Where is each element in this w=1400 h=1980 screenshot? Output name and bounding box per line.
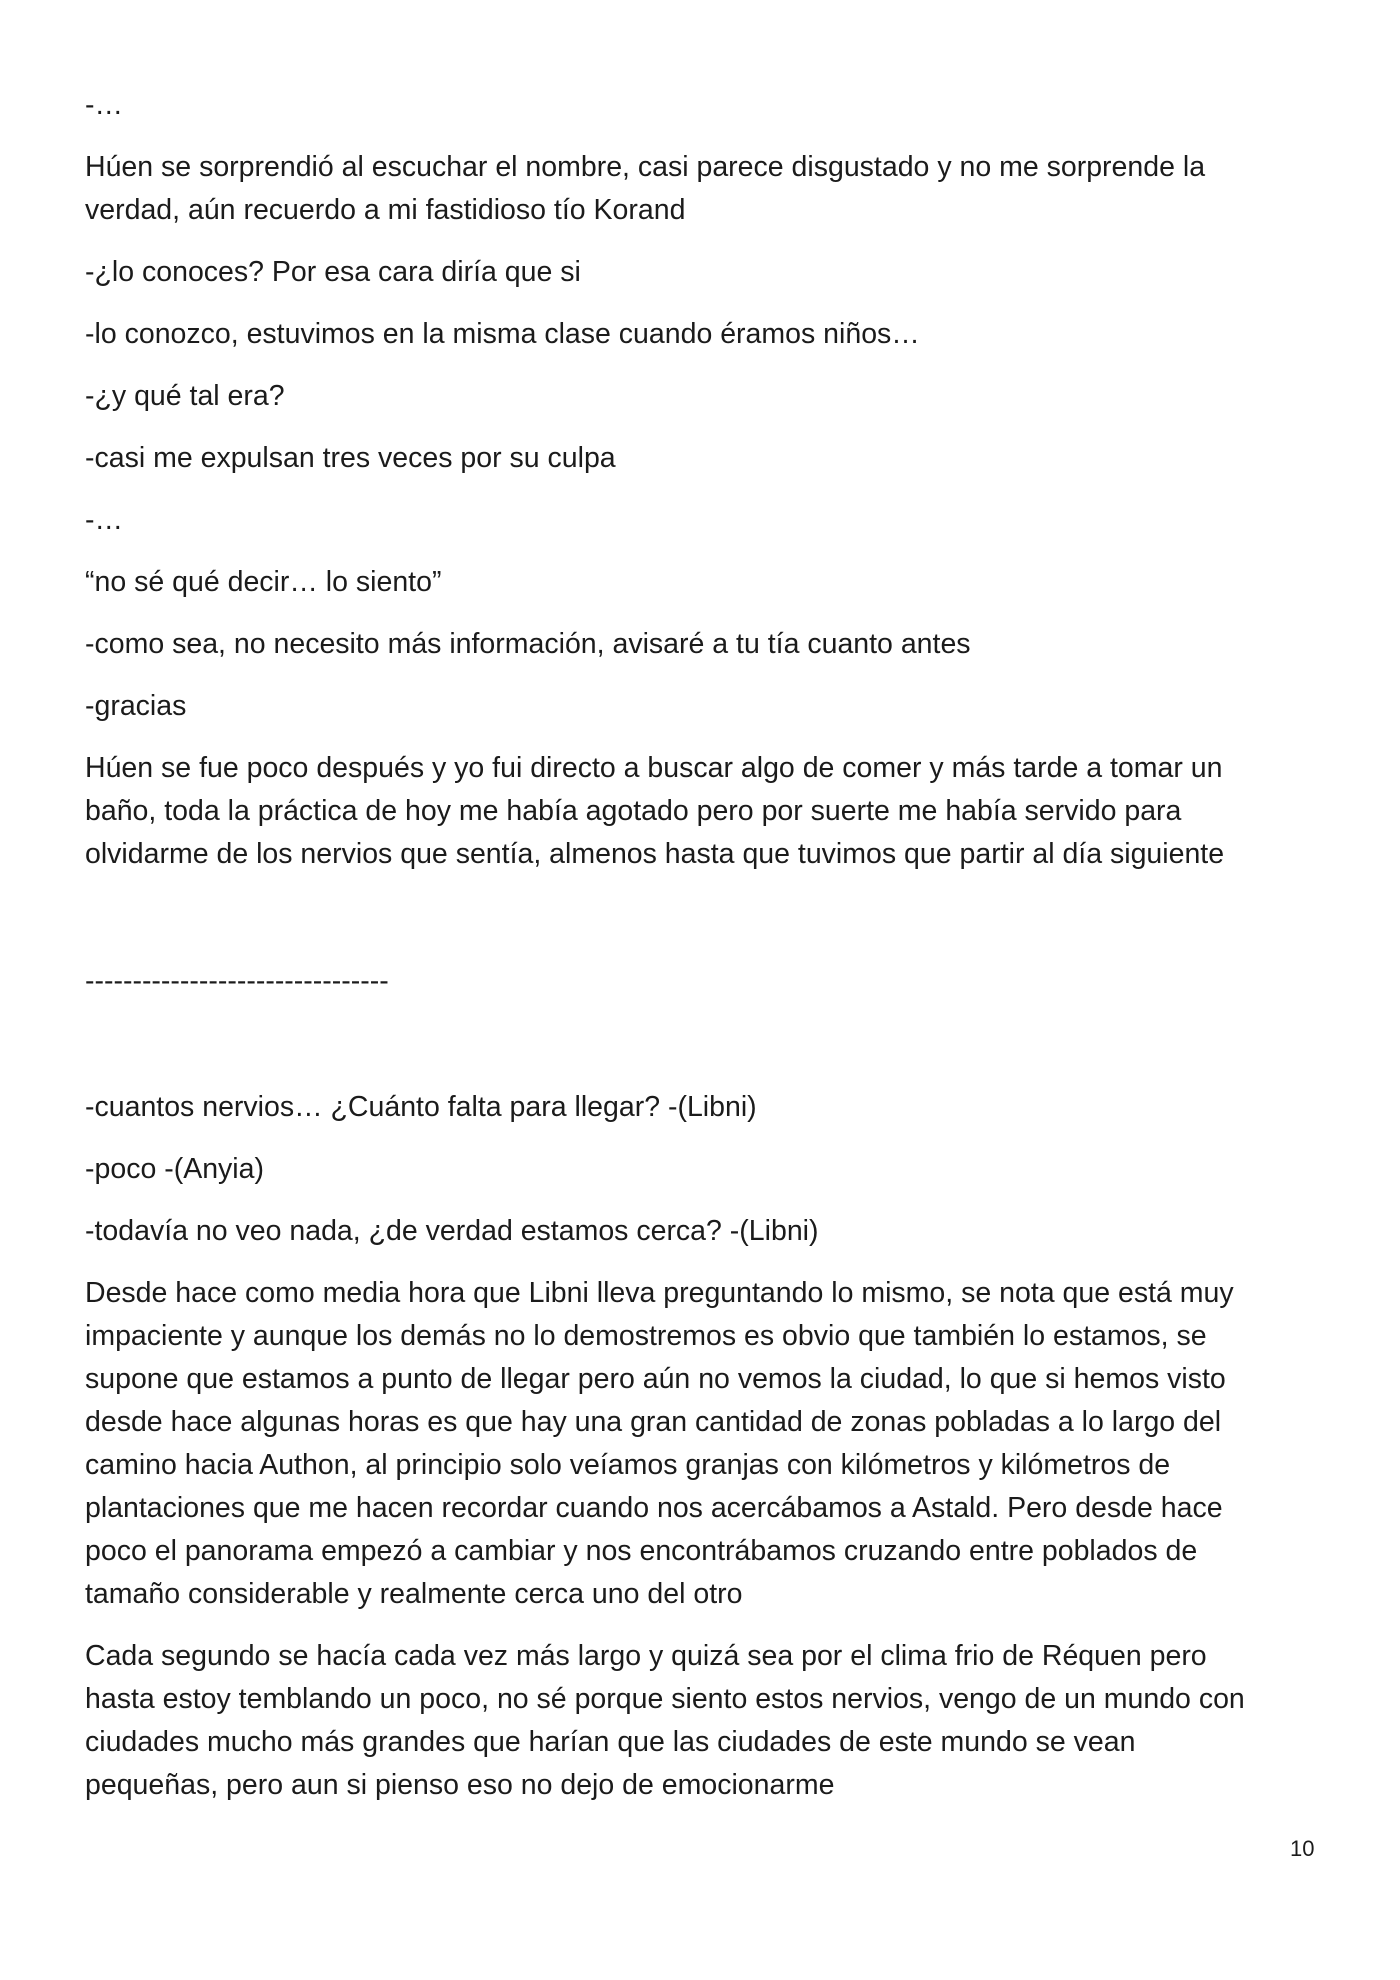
dialogue-line-1: -¿lo conoces? Por esa cara diría que si xyxy=(85,256,581,288)
paragraph-1-line-1: Húen se sorprendió al escuchar el nombre, casi parece disgustado y no me sorprende la xyxy=(85,151,1206,183)
paragraph-3-line-2: impaciente y aunque los demás no lo demostremos es obvio que también lo estamos, se xyxy=(85,1320,1207,1352)
paragraph-3-line-1: Desde hace como media hora que Libni lleva preguntando lo mismo, se nota que está muy xyxy=(85,1277,1234,1309)
dialogue-line-3: -¿y qué tal era? xyxy=(85,380,285,412)
dialogue-line-7: -cuantos nervios… ¿Cuánto falta para llegar? -(Libni) xyxy=(85,1091,757,1123)
paragraph-3-line-4: desde hace algunas horas es que hay una gran cantidad de zonas pobladas a lo largo del xyxy=(85,1406,1222,1438)
paragraph-3-line-8: tamaño considerable y realmente cerca uno del otro xyxy=(85,1578,743,1610)
dialogue-ellipsis-1: -… xyxy=(85,89,123,121)
dialogue-line-9: -todavía no veo nada, ¿de verdad estamos cerca? -(Libni) xyxy=(85,1215,819,1247)
paragraph-4-line-2: hasta estoy temblando un poco, no sé porque siento estos nervios, vengo de un mundo con xyxy=(85,1683,1245,1715)
dialogue-line-2: -lo conozco, estuvimos en la misma clase cuando éramos niños… xyxy=(85,318,920,350)
paragraph-4-line-4: pequeñas, pero aun si pienso eso no dejo de emocionarme xyxy=(85,1769,835,1801)
scene-divider: -------------------------------- xyxy=(85,965,389,997)
paragraph-2-line-2: baño, toda la práctica de hoy me había agotado pero por suerte me había servido para xyxy=(85,795,1182,827)
dialogue-line-4: -casi me expulsan tres veces por su culpa xyxy=(85,442,616,474)
paragraph-3-line-3: supone que estamos a punto de llegar pero aún no vemos la ciudad, lo que si hemos visto xyxy=(85,1363,1226,1395)
paragraph-4-line-1: Cada segundo se hacía cada vez más largo y quizá sea por el clima frio de Réquen pero xyxy=(85,1640,1207,1672)
paragraph-3-line-6: plantaciones que me hacen recordar cuando nos acercábamos a Astald. Pero desde hace xyxy=(85,1492,1223,1524)
paragraph-2-line-1: Húen se fue poco después y yo fui directo a buscar algo de comer y más tarde a tomar un xyxy=(85,752,1223,784)
page-number: 10 xyxy=(1290,1836,1315,1861)
paragraph-3-line-5: camino hacia Authon, al principio solo veíamos granjas con kilómetros y kilómetros de xyxy=(85,1449,1171,1481)
paragraph-2-line-3: olvidarme de los nervios que sentía, almenos hasta que tuvimos que partir al día siguiente xyxy=(85,838,1225,870)
dialogue-line-8: -poco -(Anyia) xyxy=(85,1153,264,1185)
paragraph-4-line-3: ciudades mucho más grandes que harían que las ciudades de este mundo se vean xyxy=(85,1726,1136,1758)
dialogue-line-5: -como sea, no necesito más información, avisaré a tu tía cuanto antes xyxy=(85,628,971,660)
thought-line: “no sé qué decir… lo siento” xyxy=(85,566,442,598)
dialogue-line-6: -gracias xyxy=(85,690,187,722)
paragraph-3-line-7: poco el panorama empezó a cambiar y nos encontrábamos cruzando entre poblados de xyxy=(85,1535,1198,1567)
paragraph-1-line-2: verdad, aún recuerdo a mi fastidioso tío Korand xyxy=(85,194,686,226)
dialogue-ellipsis-2: -… xyxy=(85,504,123,536)
